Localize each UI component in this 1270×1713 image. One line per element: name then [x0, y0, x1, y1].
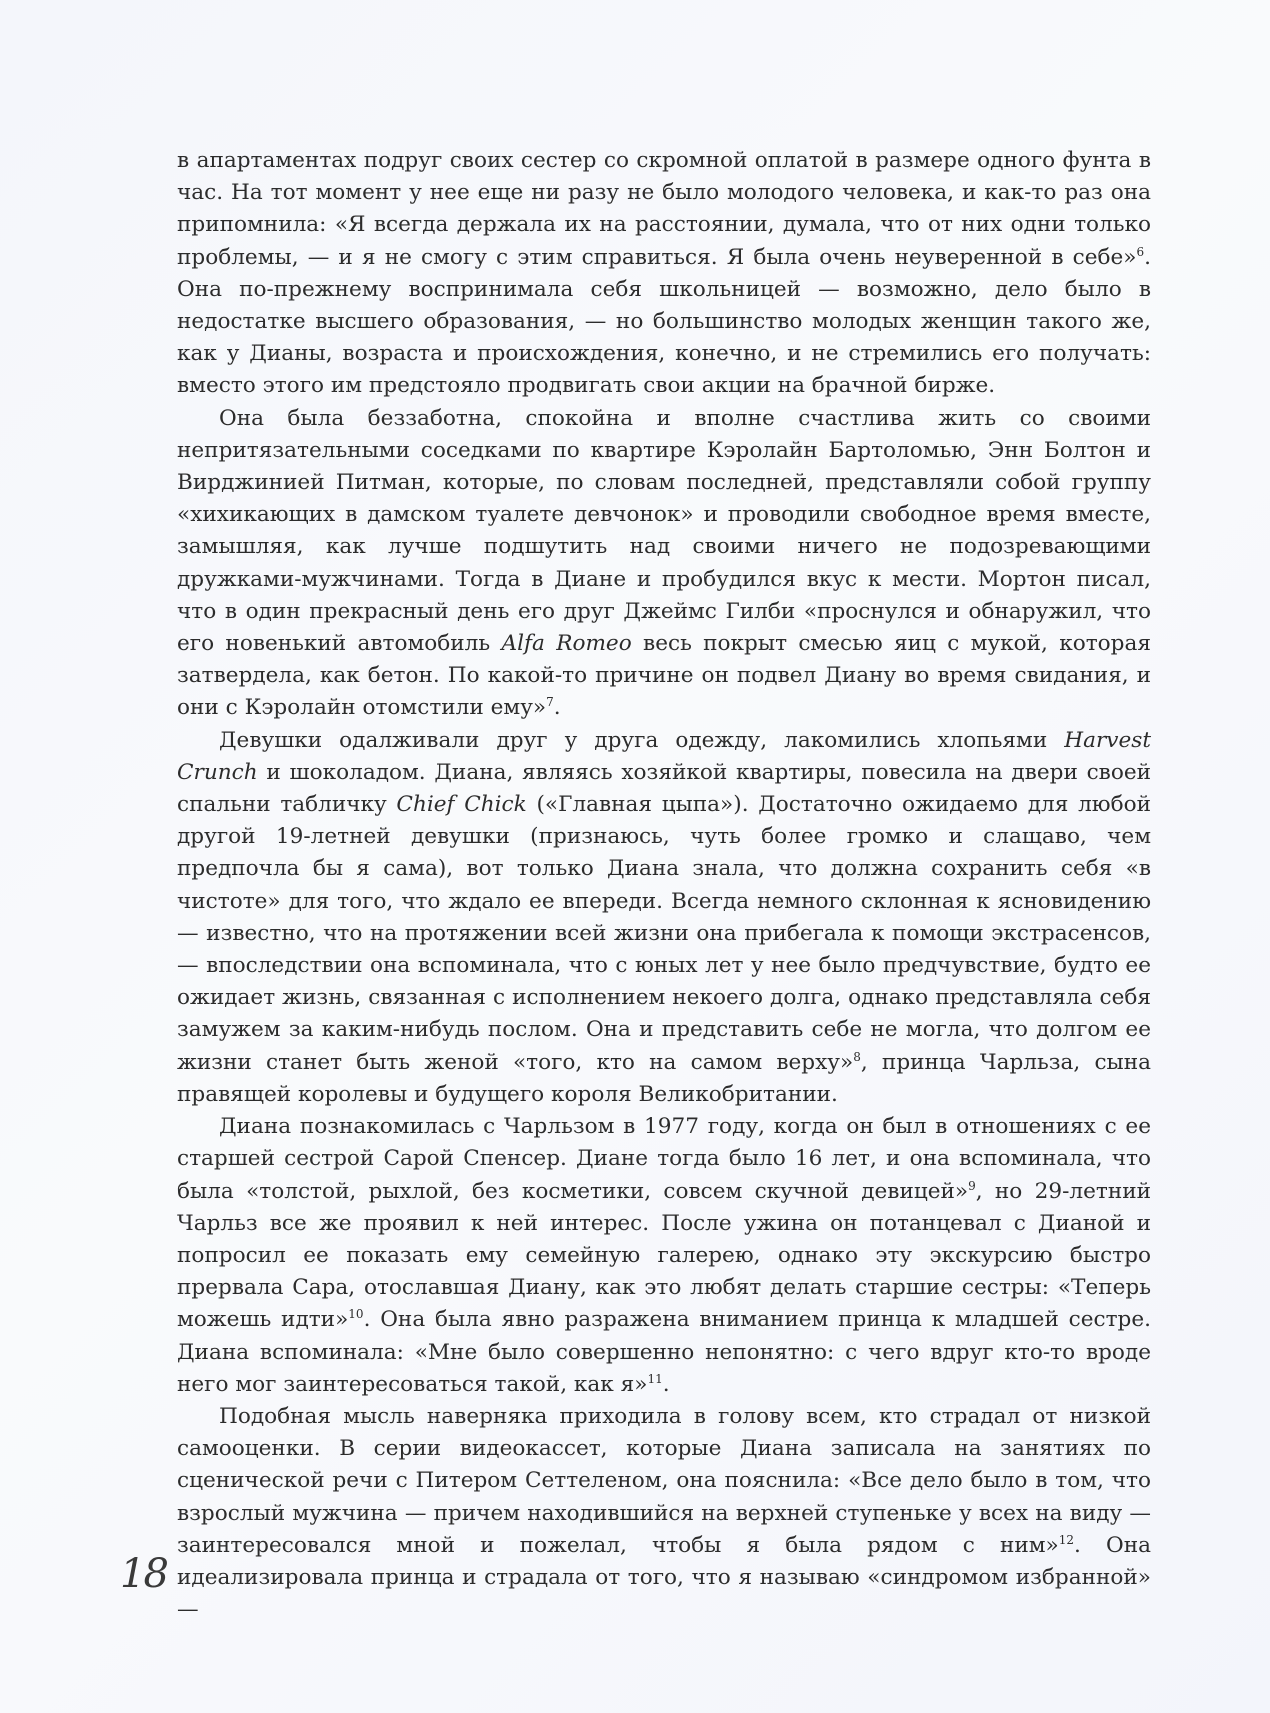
- text-run: и шоколадом. Диана, являясь хозяйкой квартиры, повесила на двери своей спальни табличку: [177, 759, 1151, 818]
- page-number: 18: [120, 1551, 167, 1597]
- footnote-ref: 9: [968, 1178, 976, 1193]
- text-run: , принца Чарльза, сына правящей королевы и будущего короля Великобритании.: [177, 1049, 1152, 1107]
- text-run: Она была беззаботна, спокойна и вполне счастлива жить со своими непритязательными соседками по квартире Кэролайн Бартоломью, Энн Болтон и Вирджинией Питман, которые, по словам последней, представляли собой группу «хихикающих в дамском туалете девчонок» и проводили свободное время вместе, замышляя, как лучше подшутить над своими ничего не подозревающими дружками-мужчинами. Тогда в Диане и пробудился вкус к мести. Мортон писал, что в один прекрасный день его друг Джеймс Гилби «проснулся и обнаружил, что его новенький автомобиль: [177, 405, 1151, 657]
- text-run: . Она по-прежнему воспринимала себя школьницей — возможно, дело было в недостатке высшего образования, — но большинство молодых женщин такого же, как у Дианы, возраста и происхождения, конечно, и не стремились его получать: вместо этого им предстояло продвигать свои акции на брачной бирже.: [177, 244, 1151, 399]
- text-run: , но 29-летний Чарльз все же проявил к ней интерес. После ужина он потанцевал с Дианой и попросил ее показать ему семейную галерею, однако эту экскурсию быстро прервала Сара, отославшая Диану, как это любят делать старшие сестры: «Теперь можешь идти»: [177, 1178, 1151, 1333]
- paragraph: [177, 145, 1151, 403]
- footnote-ref: 11: [647, 1371, 663, 1386]
- footnote-ref: 12: [1058, 1532, 1075, 1547]
- paragraph: [177, 725, 1151, 1111]
- paragraph: [177, 1401, 1151, 1626]
- footnote-ref: 10: [348, 1307, 364, 1322]
- footnote-ref: 6: [1136, 244, 1145, 259]
- text-run: .: [662, 1371, 670, 1397]
- italic-name: Alfa Romeo: [501, 631, 632, 657]
- text-run: весь покрыт смесью яиц с мукой, которая затвердела, как бетон. По какой-то причине он подвел Диану во время свидания, и они с Кэролайн отомстили ему»: [177, 631, 1152, 721]
- paragraph: [177, 403, 1151, 725]
- text-run: («Главная цыпа»). Достаточно ожидаемо для любой другой 19-летней девушки (признаюсь, чуть более громко и слащаво, чем предпочла бы я сама), вот только Диана знала, что должна сохранить себя «в чистоте» для того, что ждало ее впереди. Всегда немного склонная к ясновидению — известно, что на протяжении всей жизни она прибегала к помощи экстрасенсов, — впоследствии она вспоминала, что с юных лет у нее было предчувствие, будто ее ожидает жизнь, связанная с исполнением некоего долга, однако представляла себя замужем за каким-нибудь послом. Она и представить себе не могла, что долгом ее жизни станет быть женой «того, кто на самом верху»: [177, 792, 1151, 1075]
- text-run: Подобная мысль наверняка приходила в голову всем, кто страдал от низкой самооценки. В серии видеокассет, которые Диана записала на занятиях по сценической речи с Питером Сеттеленом, она пояснила: «Все дело было в том, что взрослый мужчина — причем находившийся на верхней ступеньке у всех на виду — заинтересовался мной и пожелал, чтобы я была рядом с ним»: [177, 1403, 1151, 1558]
- text-run: в апартаментах подруг своих сестер со скромной оплатой в размере одного фунта в час. На тот момент у нее еще ни разу не было молодого человека, и как-то раз она припомнила: «Я всегда держала их на расстоянии, думала, что от них одни только проблемы, — и я не смогу с этим справиться. Я была очень неуверенной в себе»: [177, 148, 1151, 270]
- text-run: . Она идеализировала принца и страдала от того, что я называю «синдромом избранной» —: [177, 1532, 1151, 1623]
- italic-name: Harvest Crunch: [177, 727, 1151, 785]
- text-run: Диана познакомилась с Чарльзом в 1977 году, когда он был в отношениях с ее старшей сестрой Сарой Спенсер. Диане тогда было 16 лет, и она вспоминала, что была «толстой, рыхлой, без косметики, совсем скучной девицей»: [177, 1114, 1151, 1204]
- text-run: . Она была явно разражена вниманием принца к младшей сестре. Диана вспоминала: «Мне было совершенно непонятно: с чего вдруг кто-то вроде него мог заинтересоваться такой, как я»: [177, 1307, 1151, 1397]
- footnote-ref: 8: [853, 1049, 861, 1064]
- paragraph: [177, 1111, 1151, 1401]
- text-run: Девушки одалживали друг у друга одежду, лакомились хлопьями: [219, 727, 1065, 753]
- body-text: [177, 145, 1151, 1626]
- footnote-ref: 7: [546, 695, 554, 710]
- italic-name: Chief Chick: [396, 792, 527, 818]
- text-run: .: [553, 695, 561, 721]
